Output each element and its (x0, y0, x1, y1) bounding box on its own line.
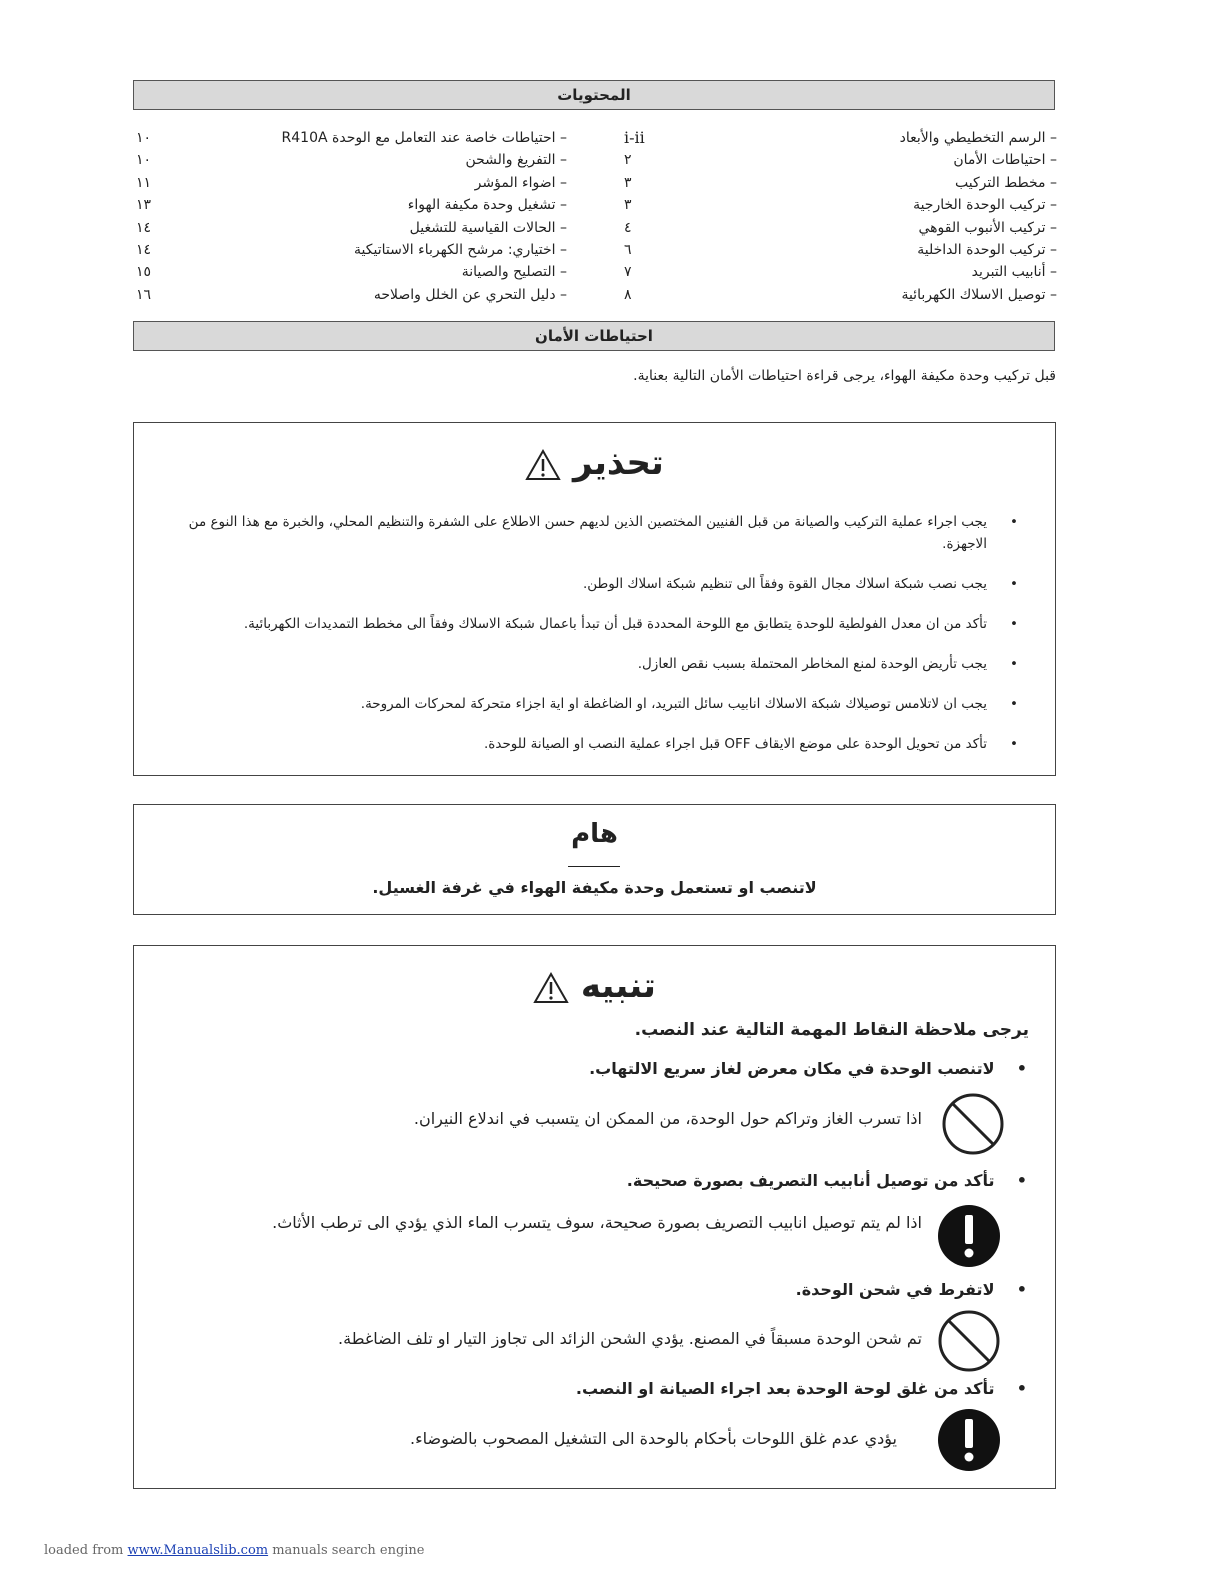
mandatory-icon (937, 1204, 1001, 1268)
toc-entry-page: ١٤ (136, 241, 152, 258)
caution-box (133, 945, 1056, 1489)
toc-entry-page: ١٤ (136, 219, 152, 236)
caution-item-title-text: تأكد من غلق لوحة الوحدة بعد اجراء الصيانة او النصب. (575, 1379, 995, 1398)
caution-item (589, 1059, 1027, 1078)
contents-title-bar (133, 80, 1055, 110)
caution-triangle-icon (533, 972, 569, 1004)
toc-entry-title: – تشغيل وحدة مكيفة الهواء (407, 197, 567, 214)
toc-row (620, 262, 1057, 284)
toc-row (620, 240, 1057, 262)
safety-intro: قبل تركيب وحدة مكيفة الهواء، يرجى قراءة احتياطات الأمان التالية بعناية. (633, 368, 1056, 384)
toc-entry-title: – احتياطات خاصة عند التعامل مع الوحدة R410A (281, 130, 567, 146)
important-text: لاتنصب او تستعمل وحدة مكيفة الهواء في غرفة الغسيل. (372, 878, 817, 897)
warning-heading (134, 443, 1055, 483)
caution-title: تنبيه (580, 966, 656, 1006)
toc-right-column (620, 128, 1057, 307)
mandatory-icon (937, 1408, 1001, 1472)
toc-row (130, 195, 567, 217)
toc-entry-page: ١٠ (136, 152, 152, 169)
bullet: • (1010, 514, 1018, 530)
toc-entry-page: ١٣ (136, 197, 152, 214)
toc-entry-title: – اختياري: مرشح الكهرباء الاستاتيكية (354, 241, 567, 258)
toc-row (620, 150, 1057, 172)
warning-item-text: يجب ان لاتلامس توصيلاك شبكة الاسلاك انابيب سائل التبريد، او الضاغطة او اية اجزاء متحركة لمحركات المروحة. (360, 696, 987, 712)
toc-entry-title: – اضواء المؤشر (474, 174, 567, 191)
warning-item (168, 733, 1018, 755)
toc-entry-title: – تركيب الوحدة الخارجية (913, 197, 1057, 214)
toc-entry-page: ٧ (624, 264, 632, 281)
toc-entry-title: – التصليح والصيانة (461, 264, 567, 281)
bullet: • (1010, 576, 1018, 592)
warning-item (168, 693, 1018, 715)
toc-entry-page: ٣ (624, 174, 632, 191)
toc-entry-title: – أنابيب التبريد (971, 264, 1057, 281)
caution-item (627, 1171, 1027, 1190)
toc-row (620, 128, 1057, 150)
warning-triangle-icon (525, 449, 561, 481)
toc-entry-page: ١٠ (136, 130, 152, 146)
important-divider (568, 866, 620, 867)
toc-entry-title: – دليل التحري عن الخلل واصلاحه (373, 286, 567, 303)
toc-entry-title: – الحالات القياسية للتشغيل (409, 219, 567, 236)
important-box (133, 804, 1056, 915)
caution-item-title: • تأكد من غلق لوحة الوحدة بعد اجراء الصيانة او النصب. (575, 1379, 1027, 1398)
toc-row (130, 128, 567, 150)
warning-item (168, 511, 1018, 555)
caution-item-title: • لاتنصب الوحدة في مكان معرض لغاز سريع الالتهاب. (589, 1059, 1027, 1078)
caution-item-title: • تأكد من توصيل أنابيب التصريف بصورة صحيحة. (626, 1171, 1027, 1190)
warning-item (168, 573, 1018, 595)
toc-entry-page: ١٥ (136, 264, 152, 281)
toc-row (130, 240, 567, 262)
toc-row (130, 218, 567, 240)
caution-item-title: • لاتفرط في شحن الوحدة. (795, 1280, 1027, 1299)
warning-item (168, 613, 1018, 635)
warning-item-text: يجب اجراء عملية التركيب والصيانة من قبل الفنيين المختصين الذين لديهم حسن الاطلاع على الشفرة والتنظيم المحلي، والخبرة مع هذا النوع من الاجهزة. (188, 514, 987, 552)
warning-item-text: تأكد من تحويل الوحدة على موضع الايقاف OFF قبل اجراء عملية النصب او الصيانة للوحدة. (484, 736, 987, 752)
toc-row (130, 285, 567, 307)
toc-entry-title: – الرسم التخطيطي والأبعاد (899, 130, 1057, 146)
warning-item-text: يجب نصب شبكة اسلاك مجال القوة وفقاً الى تنظيم شبكة اسلاك الوطن. (582, 576, 987, 592)
toc-entry-page: ١١ (136, 174, 152, 191)
toc-left-column (130, 128, 567, 307)
toc-entry-title: – تركيب الوحدة الداخلية (917, 241, 1057, 258)
prohibited-icon (941, 1092, 1005, 1156)
bullet: • (1010, 616, 1018, 632)
caution-item-title-text: لاتنصب الوحدة في مكان معرض لغاز سريع الالتهاب. (589, 1059, 995, 1078)
warning-item (168, 653, 1018, 675)
toc-row (620, 285, 1057, 307)
caution-item-desc: تم شحن الوحدة مسبقاً في المصنع. يؤدي الشحن الزائد الى تجاوز التيار او تلف الضاغطة. (338, 1329, 922, 1348)
caution-item-title-text: لاتفرط في شحن الوحدة. (795, 1280, 995, 1299)
footer-suffix: manuals search engine (272, 1543, 425, 1558)
bullet: • (1010, 696, 1018, 712)
toc-entry-title: – احتياطات الأمان (953, 152, 1057, 169)
footer-prefix: loaded from (44, 1543, 124, 1558)
toc-entry-title: – توصيل الاسلاك الكهربائية (901, 286, 1057, 303)
warning-item-text: يجب تأريض الوحدة لمنع المخاطر المحتملة بسبب نقص العازل. (637, 656, 987, 672)
toc-entry-page: i-ii (624, 128, 645, 147)
toc-entry-title: – مخطط التركيب (955, 174, 1057, 191)
bullet: • (1010, 736, 1018, 752)
contents-title: المحتويات (557, 86, 631, 104)
caution-item-title-text: تأكد من توصيل أنابيب التصريف بصورة صحيحة. (626, 1171, 995, 1190)
bullet: • (1010, 656, 1018, 672)
toc-entry-page: ٣ (624, 197, 632, 214)
warning-list (168, 511, 1018, 773)
toc-entry-page: ٨ (624, 286, 632, 303)
caution-item (576, 1379, 1027, 1398)
toc-row (620, 195, 1057, 217)
caution-subtitle: يرجى ملاحظة النقاط المهمة التالية عند النصب. (634, 1020, 1029, 1040)
toc-row (130, 262, 567, 284)
caution-item-desc: اذا لم يتم توصيل انابيب التصريف بصورة صحيحة، سوف يتسرب الماء الذي يؤدي الى ترطب الأثاث. (272, 1213, 922, 1232)
safety-title-bar (133, 321, 1055, 351)
toc-entry-title: – التفريغ والشحن (465, 152, 567, 169)
prohibited-icon (937, 1309, 1001, 1373)
footer (44, 1543, 425, 1558)
caution-item-desc: يؤدي عدم غلق اللوحات بأحكام بالوحدة الى التشغيل المصحوب بالضوضاء. (410, 1429, 897, 1448)
toc-entry-page: ٦ (624, 241, 632, 258)
toc-row (620, 218, 1057, 240)
toc-entry-page: ١٦ (136, 286, 152, 303)
caution-item-desc: اذا تسرب الغاز وتراكم حول الوحدة، من الممكن ان يتسبب في اندلاع النيران. (413, 1109, 922, 1128)
toc-entry-page: ٢ (624, 152, 632, 169)
warning-title: تحذير (573, 443, 664, 483)
toc-entry-title: – تركيب الأنبوب القوهي (918, 219, 1057, 236)
safety-title: احتياطات الأمان (535, 327, 653, 345)
warning-box (133, 422, 1056, 776)
toc-row (130, 150, 567, 172)
toc-entry-page: ٤ (624, 219, 632, 236)
toc-row (130, 173, 567, 195)
important-title: هام (571, 819, 618, 849)
warning-item-text: تأكد من ان معدل الفولطية للوحدة يتطابق مع اللوحة المحددة قبل أن تبدأ باعمال شبكة الاسلاك وفقاً الى مخطط التمديدات الكهربائية. (243, 616, 987, 632)
footer-link[interactable]: www.Manualslib.com (127, 1543, 269, 1558)
caution-heading (134, 966, 1055, 1006)
caution-item (796, 1280, 1027, 1299)
toc-row (620, 173, 1057, 195)
